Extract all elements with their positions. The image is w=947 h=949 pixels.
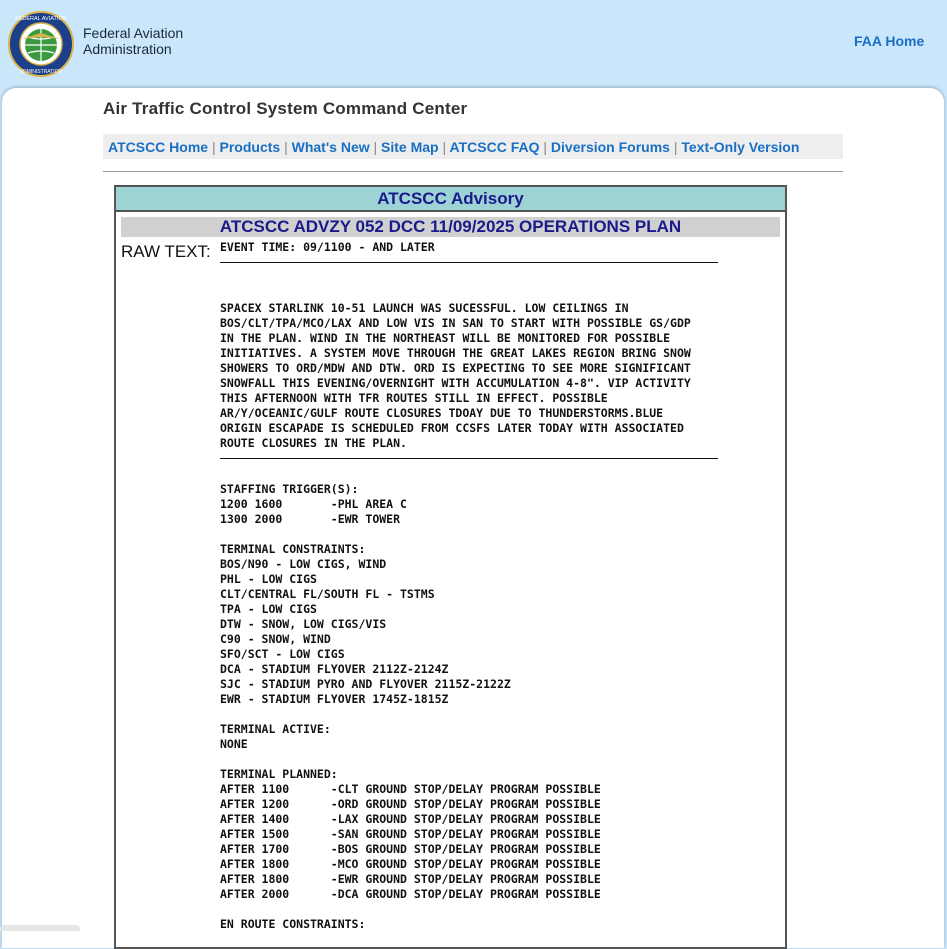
horizontal-scrollbar[interactable] — [0, 925, 80, 931]
advisory-box — [114, 185, 787, 949]
page-title: Air Traffic Control System Command Center — [103, 99, 468, 118]
nav-separator: | — [373, 139, 378, 155]
advisory-title: ATCSCC ADVZY 052 DCC 11/09/2025 OPERATIONS PLAN — [121, 217, 780, 237]
svg-text:FEDERAL AVIATION: FEDERAL AVIATION — [15, 16, 67, 22]
advisory-header: ATCSCC Advisory — [116, 187, 785, 212]
nav-atcscc-faq[interactable]: ATCSCC FAQ — [449, 139, 540, 155]
nav-site-map[interactable]: Site Map — [381, 139, 439, 155]
nav-diversion-forums[interactable]: Diversion Forums — [550, 139, 670, 155]
event-time: EVENT TIME: 09/1100 - AND LATER — [220, 240, 435, 254]
nav-separator: | — [442, 139, 447, 155]
nav-whats-new[interactable]: What's New — [291, 139, 370, 155]
raw-text-body — [220, 240, 718, 932]
advisory-summary: SPACEX STARLINK 10-51 LAUNCH WAS SUCESSFUL. LOW CEILINGS IN BOS/CLT/TPA/MCO/LAX AND LOW VIS IN SAN TO START WITH POSSIBLE GS/GDP IN THE PLAN. WIND IN THE NORTHEAST WILL BE MONITORED FOR POSSIBLE INITIATIVES. A SYSTEM MOVE THROUGH THE GREAT LAKES REGION BRING SNOW SHOWERS TO ORD/MDW AND DTW. ORD IS EXPECTING TO SEE MORE SIGNIFICANT SNOWFALL THIS EVENING/OVERNIGHT WITH ACCUMULATION 4-8". VIP ACTIVITY THIS AFTERNOON WITH TFR ROUTES STILL IN EFFECT. POSSIBLE AR/Y/OCEANIC/GULF ROUTE CLOSURES TDOAY DUE TO THUNDERSTORMS.BLUE ORIGIN ESCAPADE IS SCHEDULED FROM CCSFS LATER TODAY WITH ASSOCIATED ROUTE CLOSURES IN THE PLAN. — [220, 301, 691, 450]
nav-separator: | — [673, 139, 678, 155]
site-header — [0, 0, 947, 92]
faa-seal-logo[interactable] — [8, 11, 74, 77]
advisory-details: STAFFING TRIGGER(S): 1200 1600 -PHL AREA C 1300 2000 -EWR TOWER TERMINAL CONSTRAINTS: BOS/N90 - LOW CIGS, WIND PHL - LOW CIGS CLT/CENTRAL FL/SOUTH FL - TSTMS TPA - LOW CIGS DTW - SNOW, LOW CIGS/VIS C90 - SNOW, WIND SFO/SCT - LOW CIGS DCA - STADIUM FLYOVER 2112Z-2124Z SJC - STADIUM PYRO AND FLYOVER 2115Z-2122Z EWR - STADIUM FLYOVER 1745Z-1815Z TERMINAL ACTIVE: NONE TERMINAL PLANNED: AFTER 1100 -CLT GROUND STOP/DELAY PROGRAM POSSIBLE AFTER 1200 -ORD GROUND STOP/DELAY PROGRAM POSSIBLE AFTER 1400 -LAX GROUND STOP/DELAY PROGRAM POSSIBLE AFTER 1500 -SAN GROUND STOP/DELAY PROGRAM POSSIBLE AFTER 1700 -BOS GROUND STOP/DELAY PROGRAM POSSIBLE AFTER 1800 -MCO GROUND STOP/DELAY PROGRAM POSSIBLE AFTER 1800 -EWR GROUND STOP/DELAY PROGRAM POSSIBLE AFTER 2000 -DCA GROUND STOP/DELAY PROGRAM POSSIBLE EN ROUTE CONSTRAINTS: — [220, 482, 601, 931]
divider — [103, 171, 843, 172]
raw-text-label: RAW TEXT: — [121, 242, 211, 261]
agency-name-line1: Federal Aviation — [83, 25, 184, 41]
nav-links — [108, 139, 799, 155]
nav-bar — [103, 134, 843, 159]
nav-separator: | — [543, 139, 548, 155]
faa-home-link[interactable]: FAA Home — [854, 33, 925, 49]
agency-name-line2: Administration — [83, 41, 172, 57]
agency-name[interactable] — [83, 25, 183, 57]
text-divider — [220, 451, 718, 459]
text-divider — [220, 255, 718, 263]
nav-atcscc-home[interactable]: ATCSCC Home — [108, 139, 209, 155]
nav-separator: | — [284, 139, 288, 155]
nav-separator: | — [211, 139, 216, 155]
nav-products[interactable]: Products — [219, 139, 281, 155]
nav-text-only-version[interactable]: Text-Only Version — [681, 139, 800, 155]
svg-text:ADMINISTRATION: ADMINISTRATION — [19, 69, 63, 75]
